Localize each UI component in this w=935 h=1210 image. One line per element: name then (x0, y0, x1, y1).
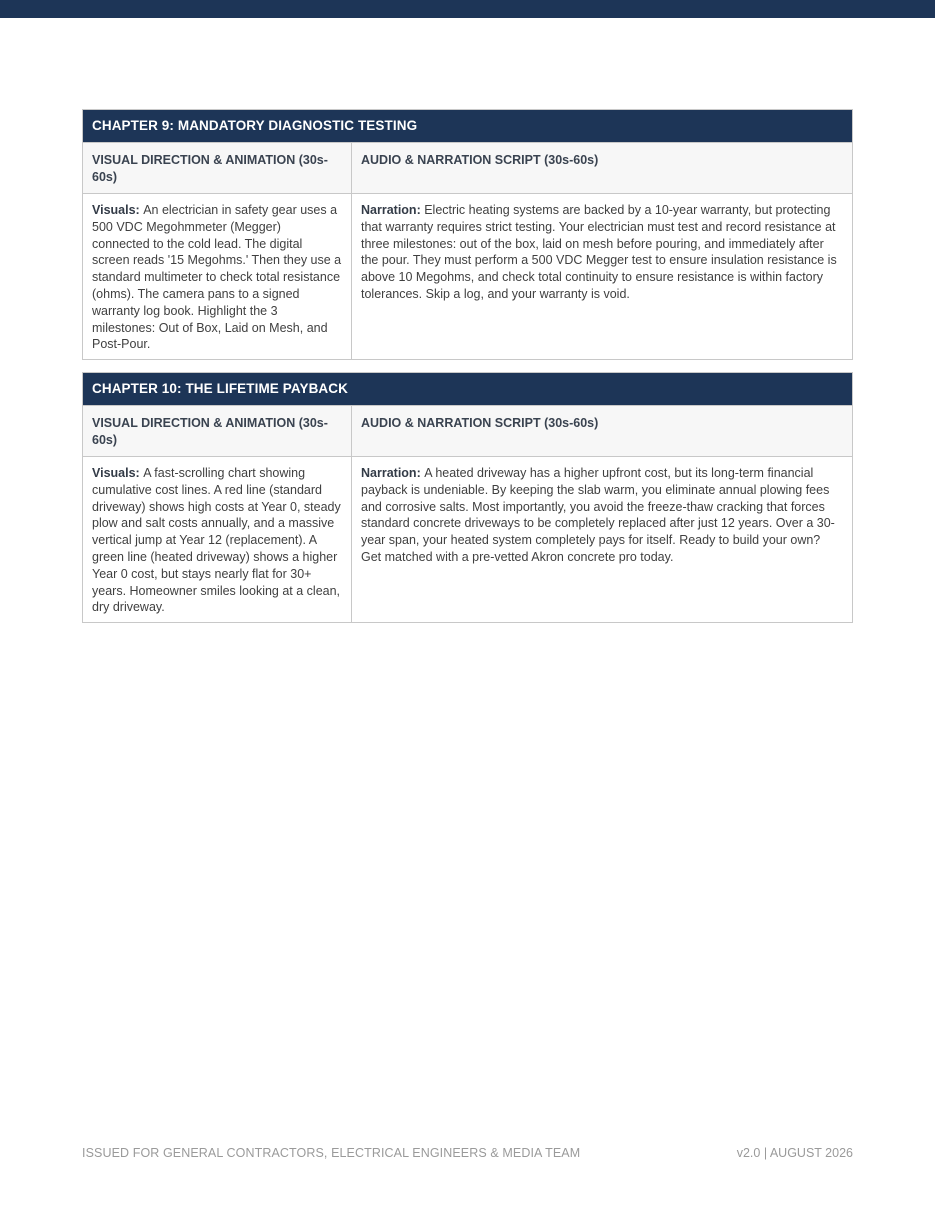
visuals-cell (83, 457, 352, 622)
narration-cell (352, 457, 852, 622)
content-row (83, 193, 852, 359)
visual-direction-heading: VISUAL DIRECTION & ANIMATION (30s-60s) (83, 143, 352, 193)
narration-cell (352, 194, 852, 359)
audio-narration-heading: AUDIO & NARRATION SCRIPT (30s-60s) (361, 416, 599, 430)
chapter-10-table (82, 372, 853, 623)
visuals-label: Visuals: (92, 466, 144, 480)
visuals-text: An electrician in safety gear uses a 500 VDC Megohmmeter (Megger) connected to the cold lead. The digital screen reads '15 Megohms.' Then they use a standard multimeter to check total resistance (ohms). The camera pans to a signed warranty log book. Highlight the 3 milestones: Out of Box, Laid on Mesh, and Post-Pour. (92, 203, 342, 352)
audio-narration-heading: AUDIO & NARRATION SCRIPT (30s-60s) (361, 153, 599, 167)
narration-text: A heated driveway has a higher upfront cost, but its long-term financial payback is undeniable. By keeping the slab warm, you eliminate annual plowing fees and corrosive salts. Most importantly, you avoid the freeze-thaw cracking that forces standard concrete driveways to be completely replaced after just 12 years. Over a 30-year span, your heated system completely pays for itself. Ready to build your own? Get matched with a pre-vetted Akron concrete pro today. (361, 466, 835, 564)
chapter-title: CHAPTER 9: MANDATORY DIAGNOSTIC TESTING (83, 110, 852, 142)
footer-distribution-note: ISSUED FOR GENERAL CONTRACTORS, ELECTRICAL ENGINEERS & MEDIA TEAM (82, 1146, 581, 1160)
visuals-label: Visuals: (92, 203, 144, 217)
top-banner-bar (0, 0, 935, 18)
chapter-9-table (82, 109, 853, 360)
narration-label: Narration: (361, 203, 425, 217)
chapter-title: CHAPTER 10: THE LIFETIME PAYBACK (83, 373, 852, 405)
narration-text: Electric heating systems are backed by a 10-year warranty, but protecting that warranty requires strict testing. Your electrician must test and record resistance at three milestones: out of the box, laid on mesh before pouring, and immediately after the pour. They must perform a 500 VDC Megger test to ensure insulation resistance is above 10 Megohms, and check total continuity to ensure resistance is within factory tolerances. Skip a log, and your warranty is void. (361, 203, 837, 301)
footer-version-date: v2.0 | AUGUST 2026 (736, 1146, 853, 1160)
visuals-cell (83, 194, 352, 359)
visuals-text: A fast-scrolling chart showing cumulative cost lines. A red line (standard driveway) shows high costs at Year 0, steady plow and salt costs annually, and a massive vertical jump at Year 12 (replacement). A green line (heated driveway) shows a higher Year 0 cost, but stays nearly flat for 30+ years. Homeowner smiles looking at a clean, dry driveway. (92, 466, 341, 615)
visual-direction-heading: VISUAL DIRECTION & ANIMATION (30s-60s) (83, 406, 352, 456)
narration-label: Narration: (361, 466, 425, 480)
content-row (83, 456, 852, 622)
column-header-row (83, 405, 852, 456)
column-header-row (83, 142, 852, 193)
